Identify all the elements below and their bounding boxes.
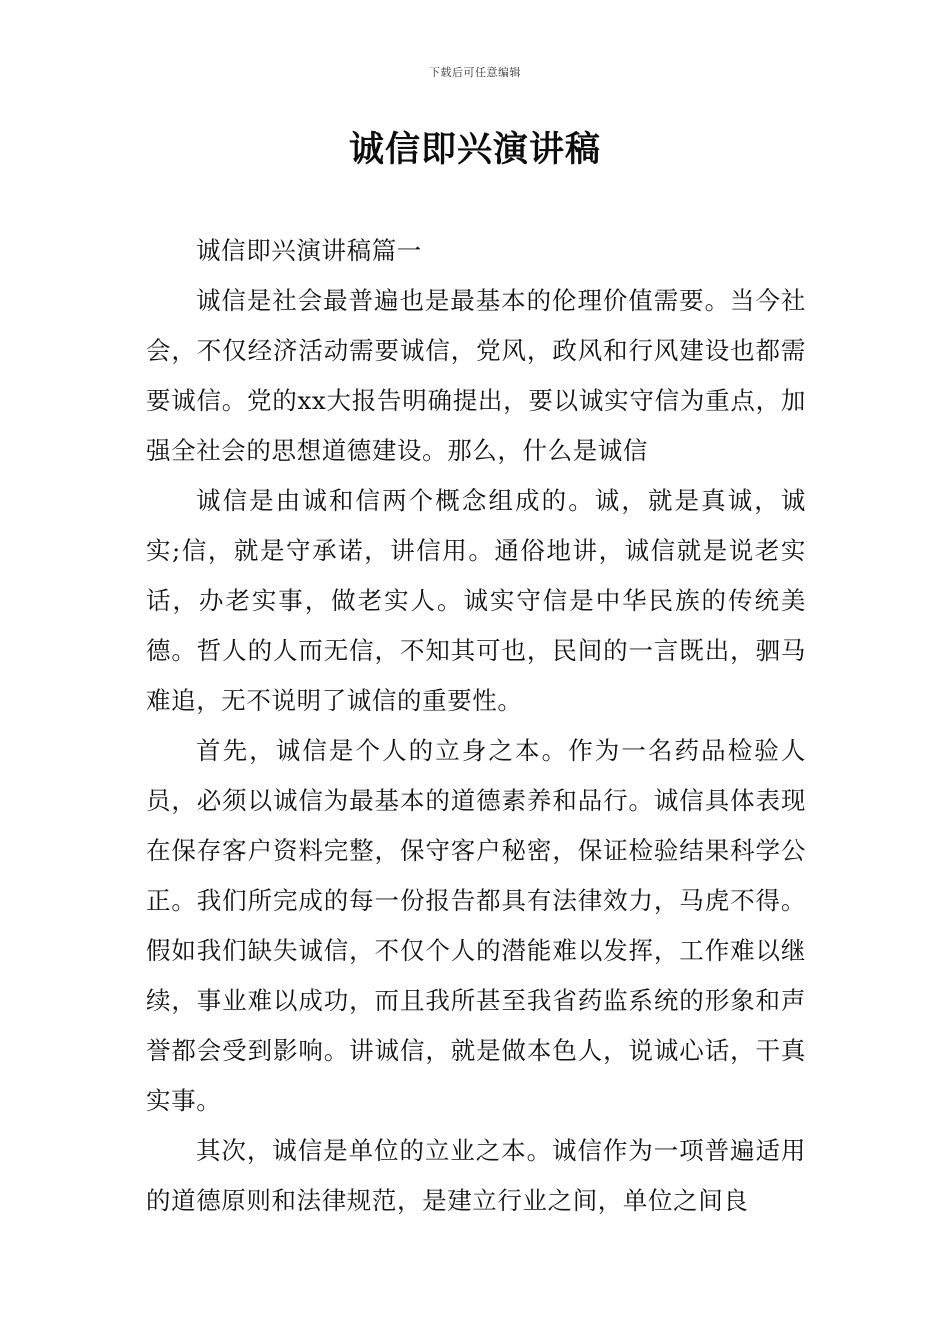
paragraph: 诚信是由诚和信两个概念组成的。诚，就是真诚，诚实;信，就是守承诺，讲信用。通俗地讲，诚信就是说老实话，办老实事，做老实人。诚实守信是中华民族的传统美德。哲人的人而无信，不知其可也，民间的一言既出，驷马难追，无不说明了诚信的重要性。 xyxy=(146,486,806,715)
header-note: 下载后可任意编辑 xyxy=(429,66,521,79)
document-body xyxy=(146,226,806,1226)
section-heading: 诚信即兴演讲稿篇一 xyxy=(196,236,422,265)
document-title: 诚信即兴演讲稿 xyxy=(348,130,601,170)
paragraph: 首先，诚信是个人的立身之本。作为一名药品检验人员，必须以诚信为最基本的道德素养和品行。诚信具体表现在保存客户资料完整，保守客户秘密，保证检验结果科学公正。我们所完成的每一份报告都具有法律效力，马虎不得。假如我们缺失诚信，不仅个人的潜能难以发挥，工作难以继续，事业难以成功，而且我所甚至我省药监系统的形象和声誉都会受到影响。讲诚信，就是做本色人，说诚心话，干真实事。 xyxy=(146,736,806,1115)
paragraph: 诚信是社会最普遍也是最基本的伦理价值需要。当今社会，不仅经济活动需要诚信，党风，政风和行风建设也都需要诚信。党的xx大报告明确提出，要以诚实守信为重点，加强全社会的思想道德建设。那么，什么是诚信 xyxy=(146,286,806,465)
paragraph: 其次，诚信是单位的立业之本。诚信作为一项普遍适用的道德原则和法律规范，是建立行业之间，单位之间良 xyxy=(146,1136,806,1215)
